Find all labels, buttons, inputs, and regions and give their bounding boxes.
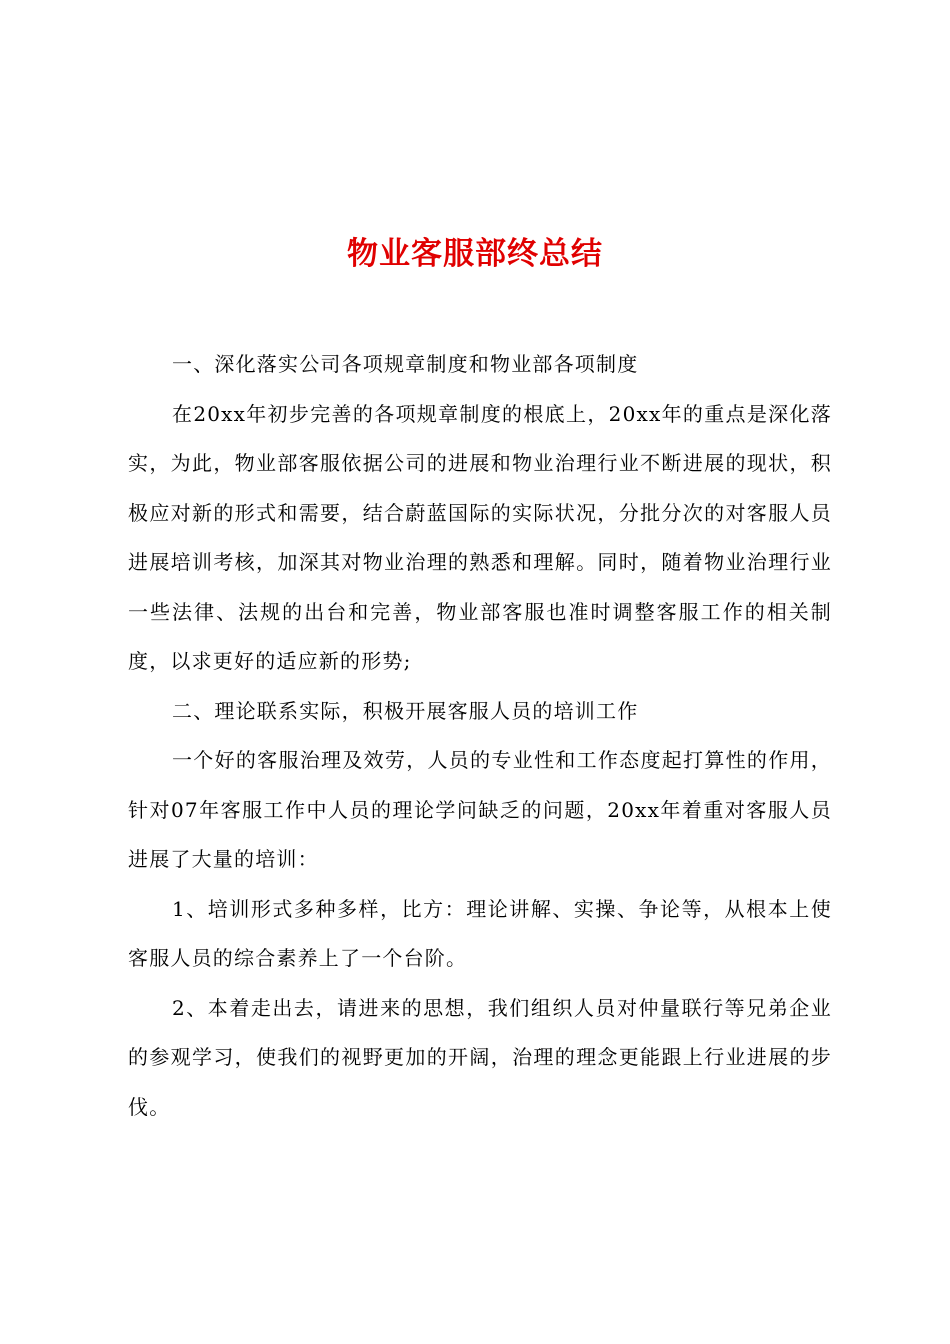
document-title: 物业客服部终总结 bbox=[347, 235, 603, 272]
section-heading-2: 二、理论联系实际，积极开展客服人员的培训工作 bbox=[172, 698, 639, 723]
list-item-1: 1、培训形式多种多样，比方：理论讲解、实操、争论等，从根本上使客服人员的综合素养上了一个台阶。 bbox=[128, 896, 832, 970]
document-body bbox=[128, 340, 832, 1132]
paragraph-1: 在20xx年初步完善的各项规章制度的根底上，20xx年的重点是深化落实，为此，物业部客服依据公司的进展和物业治理行业不断进展的现状，积极应对新的形式和需要，结合蔚蓝国际的实际状况，分批分次的对客服人员进展培训考核，加深其对物业治理的熟悉和理解。同时，随着物业治理行业一些法律、法规的出台和完善，物业部客服也准时调整客服工作的相关制度，以求更好的适应新的形势; bbox=[128, 401, 832, 673]
section-heading-1: 一、深化落实公司各项规章制度和物业部各项制度 bbox=[172, 352, 639, 376]
paragraph-2: 一个好的客服治理及效劳，人员的专业性和工作态度起打算性的作用，针对07年客服工作中人员的理论学问缺乏的问题，20xx年着重对客服人员进展了大量的培训： bbox=[128, 748, 832, 871]
list-item-2: 2、本着走出去，请进来的思想，我们组织人员对仲量联行等兄弟企业的参观学习，使我们的视野更加的开阔，治理的理念更能跟上行业进展的步伐。 bbox=[128, 995, 832, 1119]
